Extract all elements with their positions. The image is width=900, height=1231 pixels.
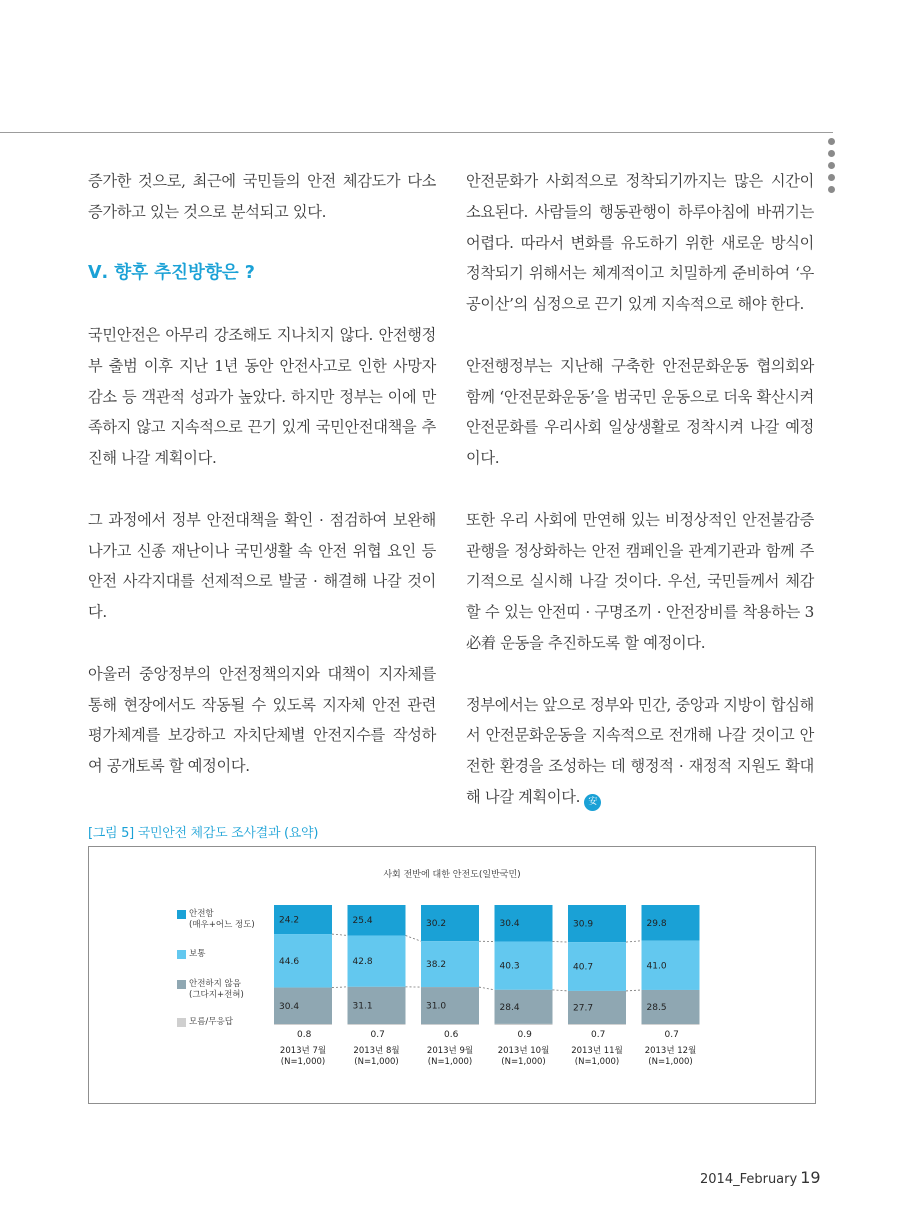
legend-label: 안전하지 않음: [189, 979, 241, 989]
bar-value-label: 25.4: [352, 916, 373, 927]
bar-value-label: 28.4: [499, 1002, 520, 1013]
issue-label: 2014_February: [700, 1172, 798, 1187]
bar-value-label: 38.2: [426, 960, 447, 971]
top-rule: [0, 132, 833, 133]
right-column: [466, 166, 814, 844]
connector-line: [626, 941, 642, 942]
page-number: 19: [800, 1168, 821, 1187]
left-paragraph-1: 증가한 것으로, 최근에 국민들의 안전 체감도가 다소 증가하고 있는 것으로 분석되고 있다.: [88, 172, 436, 221]
right-paragraph-3: 또한 우리 사회에 만연해 있는 비정상적인 안전불감증 관행을 정상화하는 안전 캠페인을 관계기관과 함께 주기적으로 실시해 나갈 것이다. 우선, 국민들께서 체감할 수 있는 안전띠 · 구명조끼 · 안전장비를 착용하는 3必着 운동을 추진하도록 할 예정이다.: [466, 510, 814, 652]
page-footer: [700, 1168, 821, 1187]
right-paragraph-1: 안전문화가 사회적으로 정착되기까지는 많은 시간이 소요된다. 사람들의 행동관행이 하루아침에 바뀌기는 어렵다. 따라서 변화를 유도하기 위한 새로운 방식이 정착되기 위해서는 체계적이고 치밀하게 준비하여 ‘우공이산’의 심정으로 끈기 있게 지속적으로 해야 한다.: [466, 172, 814, 314]
bar-value-label: 29.8: [646, 918, 667, 929]
category-label: (N=1,000): [354, 1057, 399, 1067]
left-column: [88, 166, 436, 813]
category-label: (N=1,000): [574, 1057, 620, 1067]
chart-container: [88, 846, 816, 1104]
bar-value-label: 44.6: [279, 956, 300, 967]
right-paragraph-4-text: 정부에서는 앞으로 정부와 민간, 중앙과 지방이 합심해서 안전문화운동을 지속적으로 전개해 나갈 것이고 안전한 환경을 조성하는 데 행정적 · 재정적 지원도 확대해 나갈 계획이다.: [466, 695, 814, 806]
category-label: 2013년 7월: [279, 1046, 327, 1056]
category-label: 2013년 8월: [353, 1046, 400, 1056]
bar-value-label: 0.7: [370, 1030, 385, 1040]
bar-value-label: 40.7: [573, 962, 594, 973]
connector-line: [332, 987, 348, 988]
bar-value-label: 30.9: [573, 919, 594, 930]
bar-value-label: 0.8: [297, 1030, 312, 1040]
legend-sublabel: (그다지+전혀): [189, 990, 244, 1000]
bar-segment: [348, 1024, 406, 1025]
connector-line: [406, 935, 422, 941]
bar-segment: [421, 1024, 479, 1025]
section-dots: [828, 138, 840, 198]
bar-value-label: 42.8: [352, 957, 373, 968]
figure-caption: [그림 5] 국민안전 체감도 조사결과 (요약): [88, 826, 319, 841]
bar-value-label: 30.2: [426, 919, 447, 930]
connector-line: [553, 941, 569, 942]
bar-segment: [274, 1024, 332, 1025]
bar-value-label: 30.4: [279, 1001, 300, 1012]
right-paragraph-2: 안전행정부는 지난해 구축한 안전문화운동 협의회와 함께 ‘안전문화운동’을 범국민 운동으로 더욱 확산시켜 안전문화를 우리사회 일상생활로 정착시켜 나갈 예정이다.: [466, 356, 814, 468]
category-label: (N=1,000): [648, 1057, 693, 1067]
bar-value-label: 40.3: [499, 961, 520, 972]
category-label: (N=1,000): [501, 1057, 546, 1067]
right-paragraph-4: [466, 690, 814, 813]
legend-sublabel: (매우+어느 정도): [189, 920, 255, 930]
category-label: 2013년 11월: [571, 1046, 623, 1056]
connector-line: [332, 934, 348, 935]
bar-value-label: 0.9: [517, 1030, 532, 1040]
bar-value-label: 30.4: [499, 919, 520, 930]
bar-value-label: 27.7: [573, 1003, 594, 1014]
bar-value-label: 0.7: [591, 1030, 606, 1040]
category-label: 2013년 12월: [644, 1046, 697, 1056]
section-heading: Ⅴ. 향후 추진방향은 ?: [88, 263, 255, 284]
legend-label: 모름/무응답: [189, 1017, 233, 1027]
category-label: (N=1,000): [427, 1057, 473, 1067]
stacked-bar-chart: [89, 847, 815, 1103]
left-paragraph-2: 국민안전은 아무리 강조해도 지나치지 않다. 안전행정부 출범 이후 지난 1년 동안 안전사고로 인한 사망자 감소 등 객관적 성과가 높았다. 하지만 정부는 이에 만족하지 않고 지속적으로 끈기 있게 국민안전대책을 추진해 나갈 계획이다.: [88, 325, 436, 468]
bar-value-label: 31.0: [426, 1001, 447, 1012]
bar-segment: [642, 1024, 700, 1025]
bar-value-label: 28.5: [646, 1003, 667, 1014]
category-label: 2013년 9월: [426, 1046, 474, 1056]
category-label: (N=1,000): [280, 1057, 326, 1067]
bar-value-label: 24.2: [279, 915, 300, 926]
connector-line: [479, 987, 495, 990]
left-paragraph-4: 아울러 중앙정부의 안전정책의지와 대책이 지자체를 통해 현장에서도 작동될 수 있도록 지자체 안전 관련 평가체계를 보강하고 자치단체별 안전지수를 작성하여 공개토록 할 예정이다.: [88, 664, 436, 776]
bar-value-label: 0.7: [664, 1030, 679, 1040]
bar-value-label: 41.0: [646, 961, 667, 972]
category-label: 2013년 10월: [497, 1046, 550, 1056]
connector-line: [626, 990, 642, 991]
legend-label: 보통: [189, 949, 206, 959]
connector-line: [553, 990, 569, 991]
bar-value-label: 0.6: [444, 1030, 459, 1040]
bar-segment: [568, 1024, 626, 1025]
chart-title: 사회 전반에 대한 안전도(일반국민): [383, 870, 521, 880]
bar-value-label: 31.1: [352, 1001, 373, 1012]
bar-segment: [495, 1024, 553, 1025]
legend-label: 안전함: [189, 909, 214, 919]
end-mark-icon: 安: [584, 794, 601, 811]
left-paragraph-3: 그 과정에서 정부 안전대책을 확인 · 점검하여 보완해 나가고 신종 재난이나 국민생활 속 안전 위협 요인 등 안전 사각지대를 선제적으로 발굴 · 해결해 나갈 것이다.: [88, 510, 436, 622]
